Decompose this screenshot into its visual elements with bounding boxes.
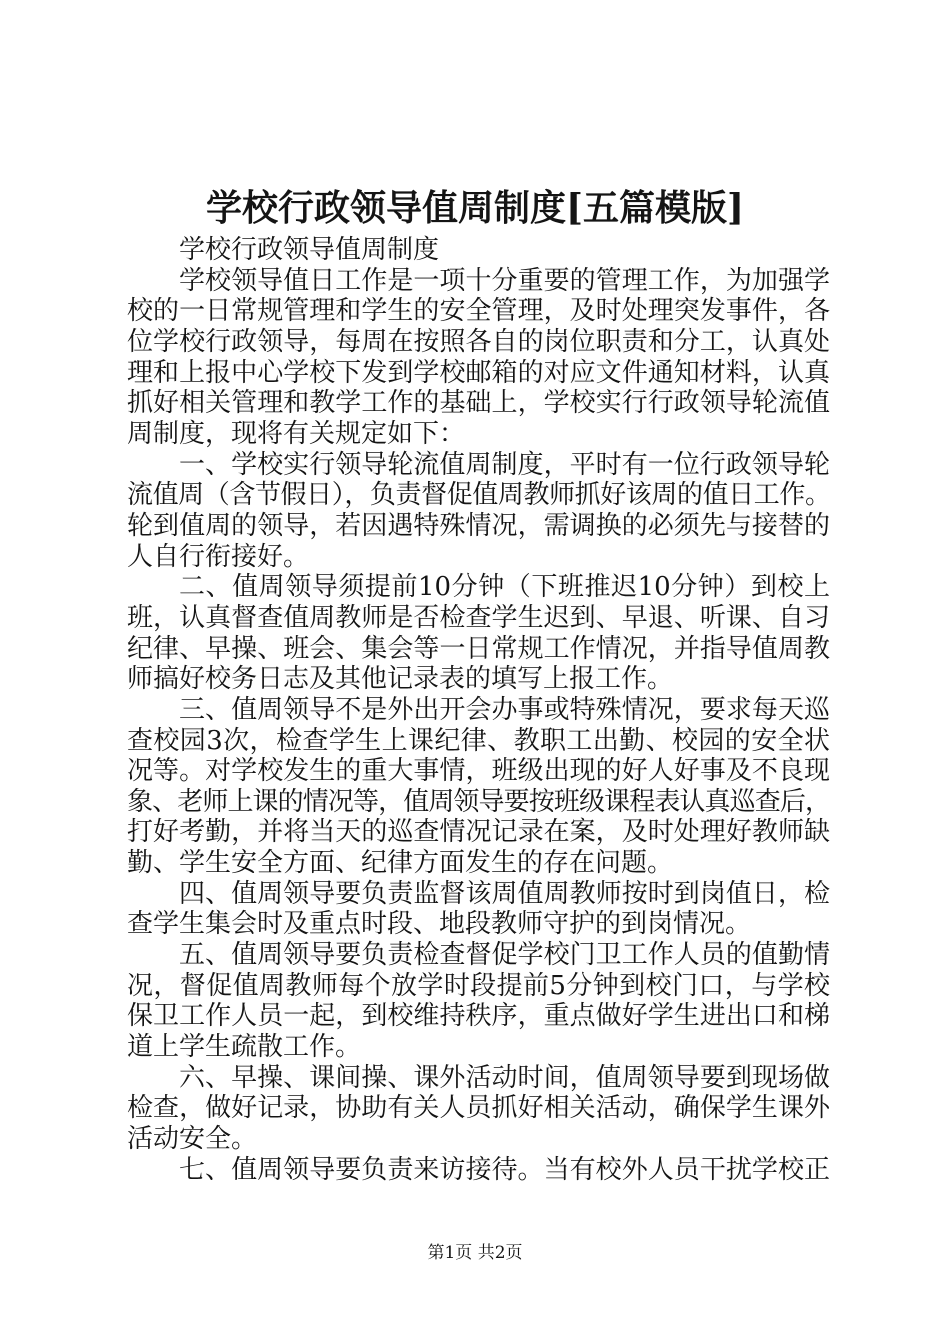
- text-line: 查学生集会时及重点时段、地段教师守护的到岗情况。: [127, 909, 752, 940]
- text-line: 理和上报中心学校下发到学校邮箱的对应文件通知材料，认真: [127, 357, 830, 388]
- text-line: 流值周（含节假日），负责督促值周教师抓好该周的值日工作。: [127, 480, 830, 511]
- text-line: 六、早操、课间操、课外活动时间，值周领导要到现场做: [179, 1062, 830, 1093]
- paragraph-subheading: [127, 235, 830, 266]
- text-line: 校的一日常规管理和学生的安全管理，及时处理突发事件，各: [127, 296, 830, 327]
- paragraph-item-6: [127, 1063, 830, 1155]
- text-line: 纪律、早操、班会、集会等一日常规工作情况，并指导值周教: [127, 633, 830, 664]
- document-title: 学校行政领导值周制度[五篇模版]: [205, 187, 745, 229]
- text-line: 况等。对学校发生的重大事情，班级出现的好人好事及不良现: [127, 756, 830, 787]
- text-line: 抓好相关管理和教学工作的基础上，学校实行行政领导轮流值: [127, 388, 830, 419]
- text-line: 周制度，现将有关规定如下：: [127, 418, 466, 449]
- text-line: 班，认真督查值周教师是否检查学生迟到、早退、听课、自习: [127, 602, 830, 633]
- text-line: 轮到值周的领导，若因遇特殊情况，需调换的必须先与接替的: [127, 510, 830, 541]
- text-line: 位学校行政领导，每周在按照各自的岗位职责和分工，认真处: [127, 326, 830, 357]
- paragraph-item-1: [127, 450, 830, 573]
- paragraph-item-5: [127, 940, 830, 1063]
- paragraph-item-7: [127, 1155, 830, 1186]
- text-line: 保卫工作人员一起，到校维持秩序，重点做好学生进出口和梯: [127, 1001, 830, 1032]
- text-line: 学校行政领导值周制度: [179, 235, 440, 265]
- text-line: 道上学生疏散工作。: [127, 1032, 362, 1063]
- text-line: 人自行衔接好。: [127, 541, 310, 572]
- text-line: 打好考勤，并将当天的巡查情况记录在案，及时处理好教师缺: [127, 817, 830, 848]
- paragraph-item-3: [127, 695, 830, 879]
- paragraph-item-2: [127, 572, 830, 695]
- text-line: 况，督促值周教师每个放学时段提前5分钟到校门口，与学校: [127, 970, 830, 1001]
- text-line: 象、老师上课的情况等，值周领导要按班级课程表认真巡查后，: [127, 786, 830, 817]
- paragraph-intro: [127, 266, 830, 450]
- text-line: 活动安全。: [127, 1124, 258, 1155]
- text-line: 师搞好校务日志及其他记录表的填写上报工作。: [127, 664, 674, 695]
- text-line: 三、值周领导不是外出开会办事或特殊情况，要求每天巡: [179, 694, 830, 725]
- text-line: 五、值周领导要负责检查督促学校门卫工作人员的值勤情: [179, 940, 830, 971]
- text-line: 查校园3次，检查学生上课纪律、教职工出勤、校园的安全状: [127, 725, 830, 756]
- text-line: 一、学校实行领导轮流值周制度，平时有一位行政领导轮: [179, 449, 830, 480]
- text-line: 学校领导值日工作是一项十分重要的管理工作，为加强学: [179, 265, 830, 296]
- text-line: 七、值周领导要负责来访接待。当有校外人员干扰学校正: [179, 1154, 830, 1185]
- text-line: 四、值周领导要负责监督该周值周教师按时到岗值日，检: [179, 878, 830, 909]
- paragraph-item-4: [127, 879, 830, 940]
- document-body: [127, 235, 830, 1185]
- text-line: 勤、学生安全方面、纪律方面发生的存在问题。: [127, 848, 674, 879]
- text-line: 检查，做好记录，协助有关人员抓好相关活动，确保学生课外: [127, 1093, 830, 1124]
- text-line: 二、值周领导须提前10分钟（下班推迟10分钟）到校上: [179, 572, 830, 603]
- page-footer: 第1页 共2页: [427, 1243, 523, 1263]
